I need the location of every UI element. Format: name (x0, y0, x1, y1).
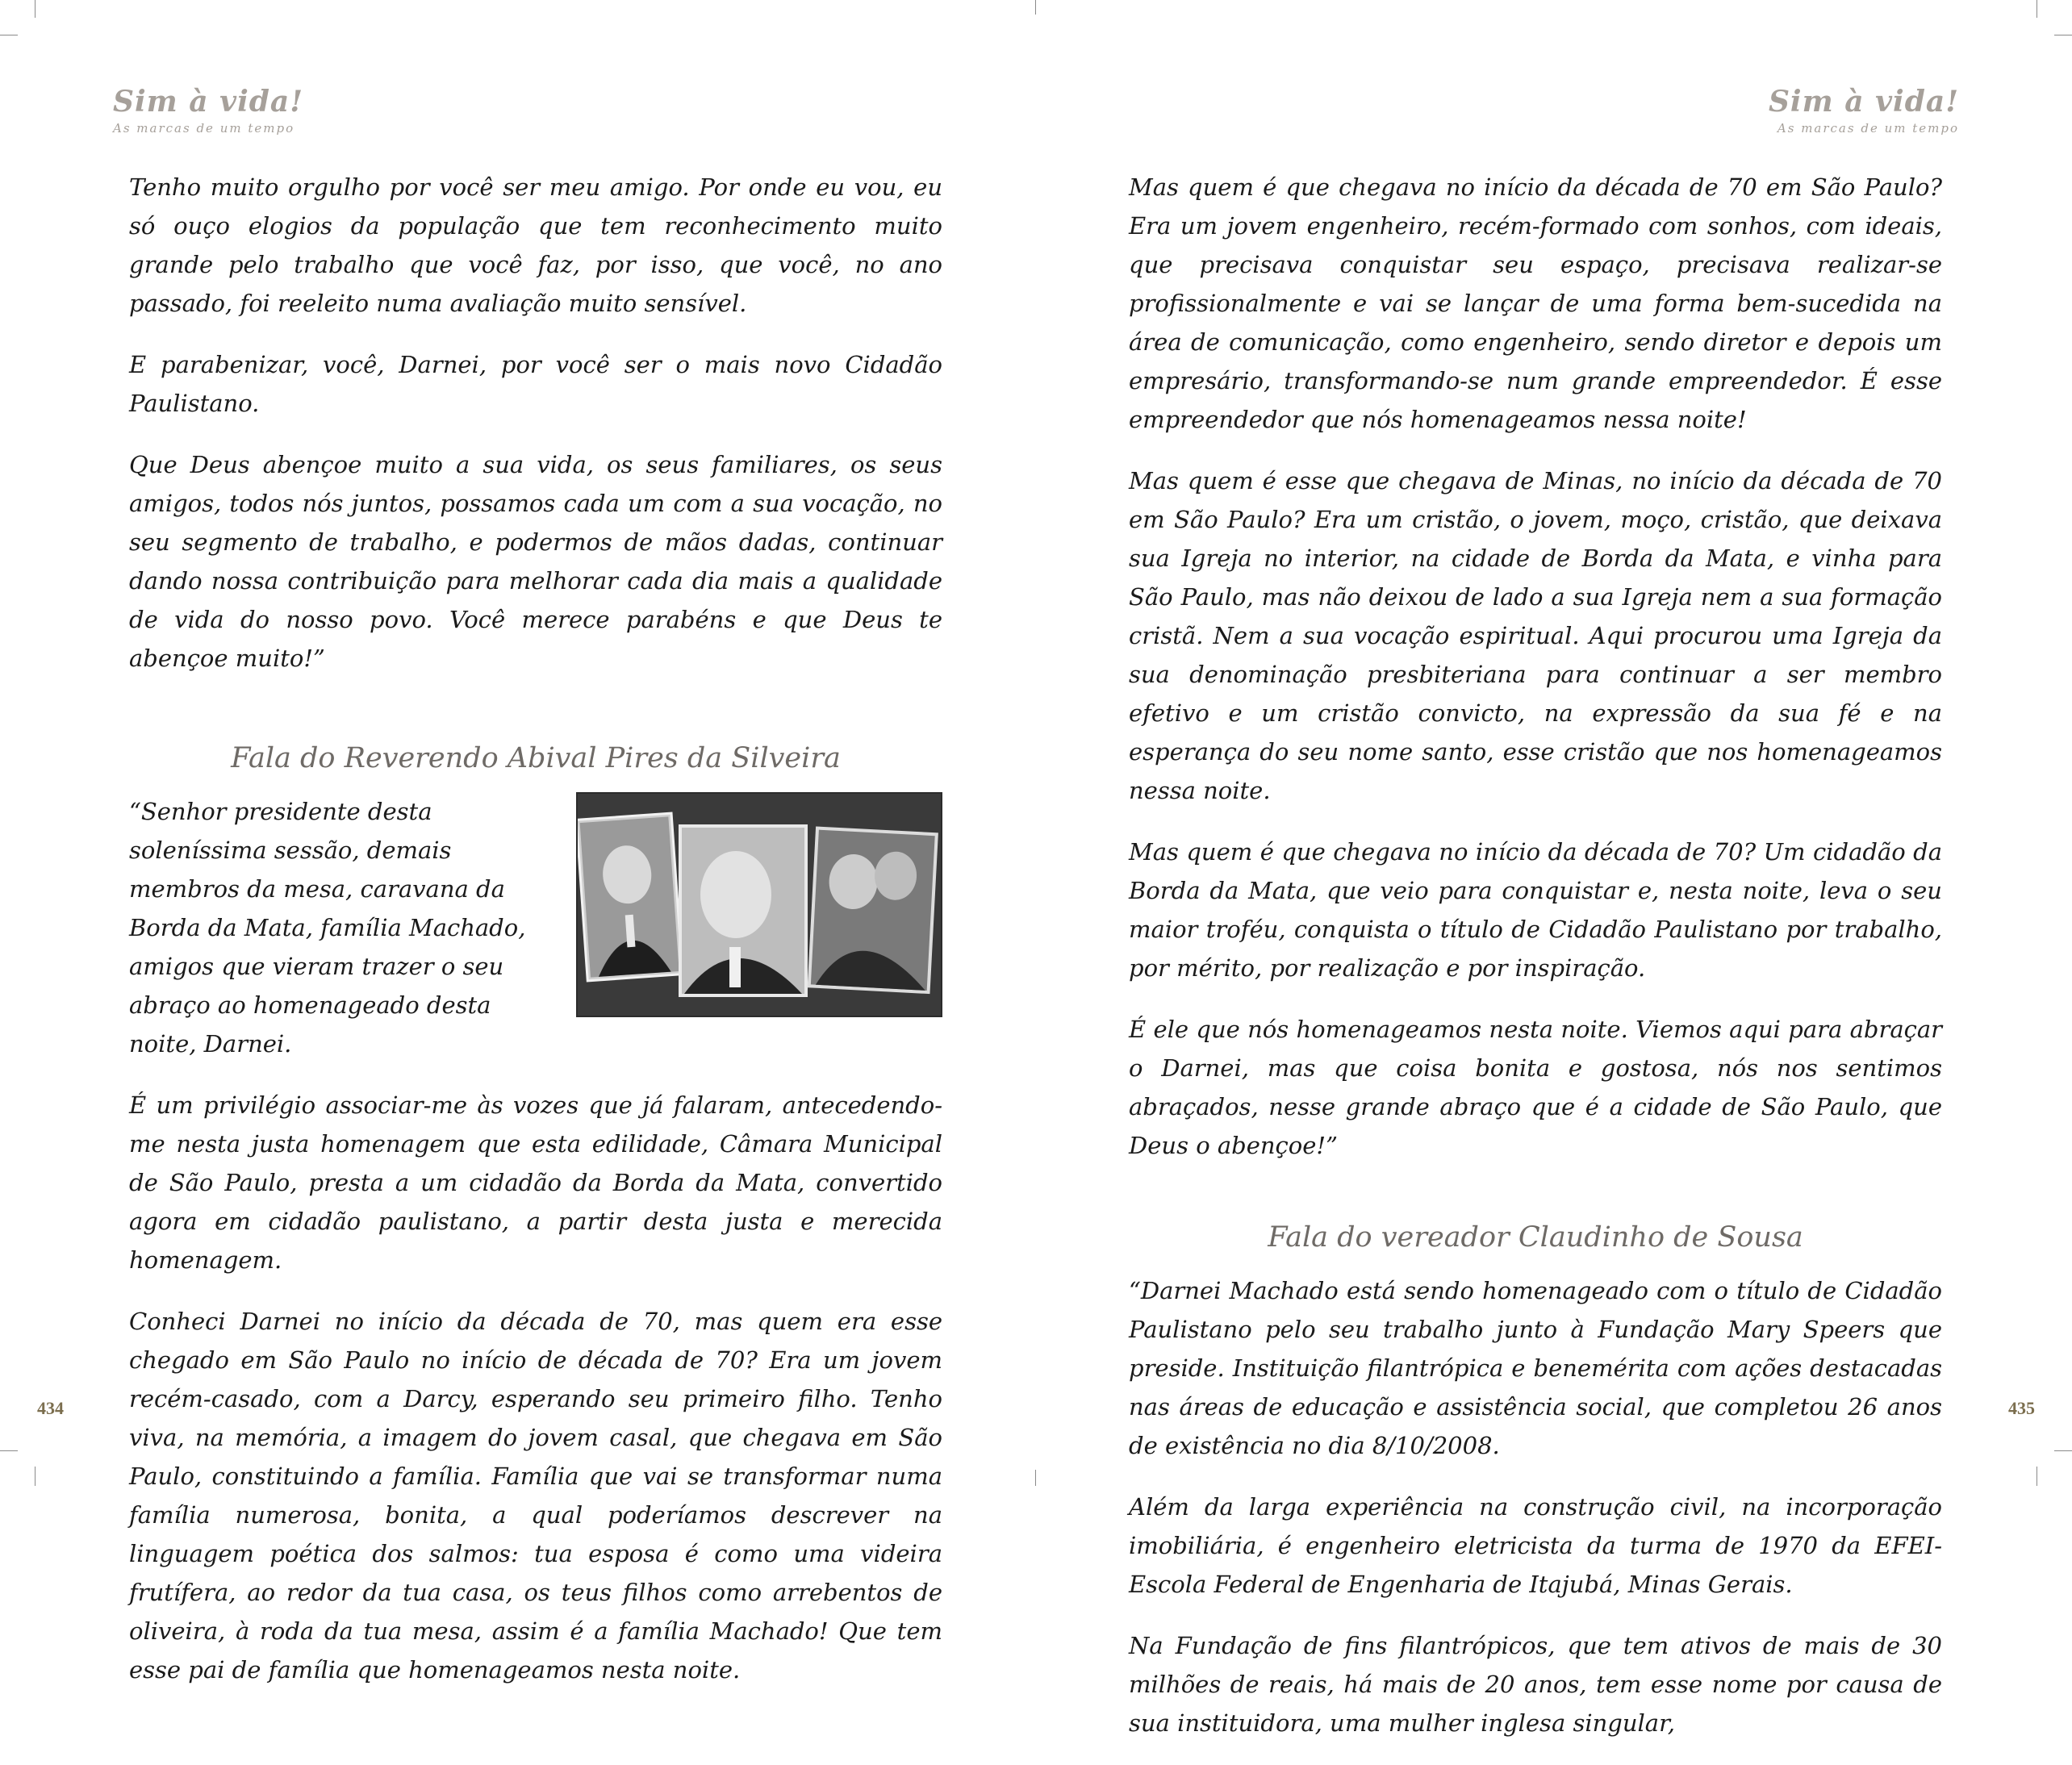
paragraph: “Senhor presidente desta soleníssima sessão, demais membros da mesa, caravana da Borda da Mata, família Machado, amigos que vieram trazer o seu abraço ao homenageado desta noite, Darnei. (129, 798, 526, 1058)
paragraph: Mas quem é que chegava no início da década de 70? Um cidadão da Borda da Mata, que veio para conquistar e, nesta noite, leva o seu maior troféu, conquista o título de Cidadão Paulistano por trabalho, por mérito, por realização e por inspiração. (1129, 838, 1942, 982)
text-column (129, 168, 942, 1712)
header-title: Sim à vida! (1768, 85, 1959, 119)
paragraph: É um privilégio associar-me às vozes que já falaram, antecedendo-me nesta justa homenagem que esta edilidade, Câmara Municipal de São Paulo, presta a um cidadão da Borda da Mata, convertido agora em cidadão paulistano, a partir desta justa e merecida homenagem. (129, 1091, 942, 1274)
right-page (1036, 0, 2072, 1737)
paragraph: Mas quem é esse que chegava de Minas, no início da década de 70 em São Paulo? Era um cristão, o jovem, moço, cristão, que deixava sua Igreja no interior, na cidade de Borda da Mata, e vinha para São Paulo, mas não deixou de lado a sua Igreja nem a sua formação cristã. Nem a sua vocação espiritual. Aqui procurou uma Igreja da sua denominação presbiteriana para continuar a ser membro efetivo e um cristão convicto, na expressão da sua fé e na esperança do seu nome santo, esse cristão que nos homenageamos nessa noite. (1129, 467, 1942, 804)
header-subtitle: As marcas de um tempo (1777, 121, 1959, 136)
paragraph: “Darnei Machado está sendo homenageado com o título de Cidadão Paulistano pelo seu trabalho junto à Fundação Mary Speers que preside. Instituição filantrópica e benemérita com ações destacadas nas áreas de educação e assistência social, que completou 26 anos de existência no dia 8/10/2008. (1129, 1277, 1942, 1459)
section-title: Fala do Reverendo Abival Pires da Silveira (231, 742, 841, 774)
paragraph: Mas quem é que chegava no início da década de 70 em São Paulo? Era um jovem engenheiro, recém-formado com sonhos, com ideais, que precisava conquistar seu espaço, precisava realizar-se profissionalmente e vai se lançar de uma forma bem-sucedida na área de comunicação, como engenheiro, sendo diretor e depois um empresário, transformando-se num grande empreendedor. É esse empreendedor que nós homenageamos nessa noite! (1129, 173, 1942, 433)
running-header (1769, 87, 1959, 136)
paragraph: É ele que nós homenageamos nesta noite. Viemos aqui para abraçar o Darnei, mas que coisa bonita e gostosa, nós nos sentimos abraçados, nesse grande abraço que é a cidade de São Paulo, que Deus o abençoe!” (1129, 1016, 1942, 1159)
paragraph: Além da larga experiência na construção civil, na incorporação imobiliária, é engenheiro eletricista da turma de 1970 da EFEI-Escola Federal de Engenharia de Itajubá, Minas Gerais. (1129, 1493, 1942, 1598)
paragraph: Conheci Darnei no início da década de 70, mas quem era esse chegado em São Paulo no início de década de 70? Era um jovem recém-casado, com a Darcy, esperando seu primeiro filho. Tenho viva, na memória, a imagem do jovem casal, que chegava em São Paulo, constituindo a família. Família que vai se transformar numa família numerosa, bonita, a qual poderíamos descrever na linguagem poética dos salmos: tua esposa é como uma videira frutífera, ao redor da tua casa, os teus filhos como arrebentos de oliveira, à roda da tua mesa, assim é a família Machado! Que tem esse pai de família que homenageamos nesta noite. (129, 1308, 942, 1684)
header-title: Sim à vida! (113, 85, 304, 119)
page-number: 434 (37, 1398, 64, 1418)
section-title: Fala do vereador Claudinho de Sousa (1268, 1221, 1803, 1254)
left-page (0, 0, 1036, 1684)
photo-collage-image (578, 794, 941, 1016)
paragraph: Que Deus abençoe muito a sua vida, os seus familiares, os seus amigos, todos nós juntos, possamos cada um com a sua vocação, no seu segmento de trabalho, e podermos de mãos dadas, continuar dando nossa contribuição para melhorar cada dia mais a qualidade de vida do nosso povo. Você merece parabéns e que Deus te abençoe muito!” (129, 451, 942, 672)
header-subtitle: As marcas de um tempo (113, 121, 295, 136)
page-number: 435 (2008, 1398, 2035, 1418)
text-column (1129, 168, 1942, 1765)
photo-text-block (129, 792, 942, 1689)
photo-collage (576, 792, 942, 1017)
paragraph: E parabenizar, você, Darnei, por você ser o mais novo Cidadão Paulistano. (129, 351, 942, 417)
paragraph: Na Fundação de fins filantrópicos, que tem ativos de mais de 30 milhões de reais, há mais de 20 anos, tem esse nome por causa de sua instituidora, uma mulher inglesa singular, (1129, 1632, 1942, 1737)
running-header (113, 87, 303, 136)
paragraph: Tenho muito orgulho por você ser meu amigo. Por onde eu vou, eu só ouço elogios da população que tem reconhecimento muito grande pelo trabalho que você faz, por isso, que você, no ano passado, foi reeleito numa avaliação muito sensível. (129, 173, 942, 317)
